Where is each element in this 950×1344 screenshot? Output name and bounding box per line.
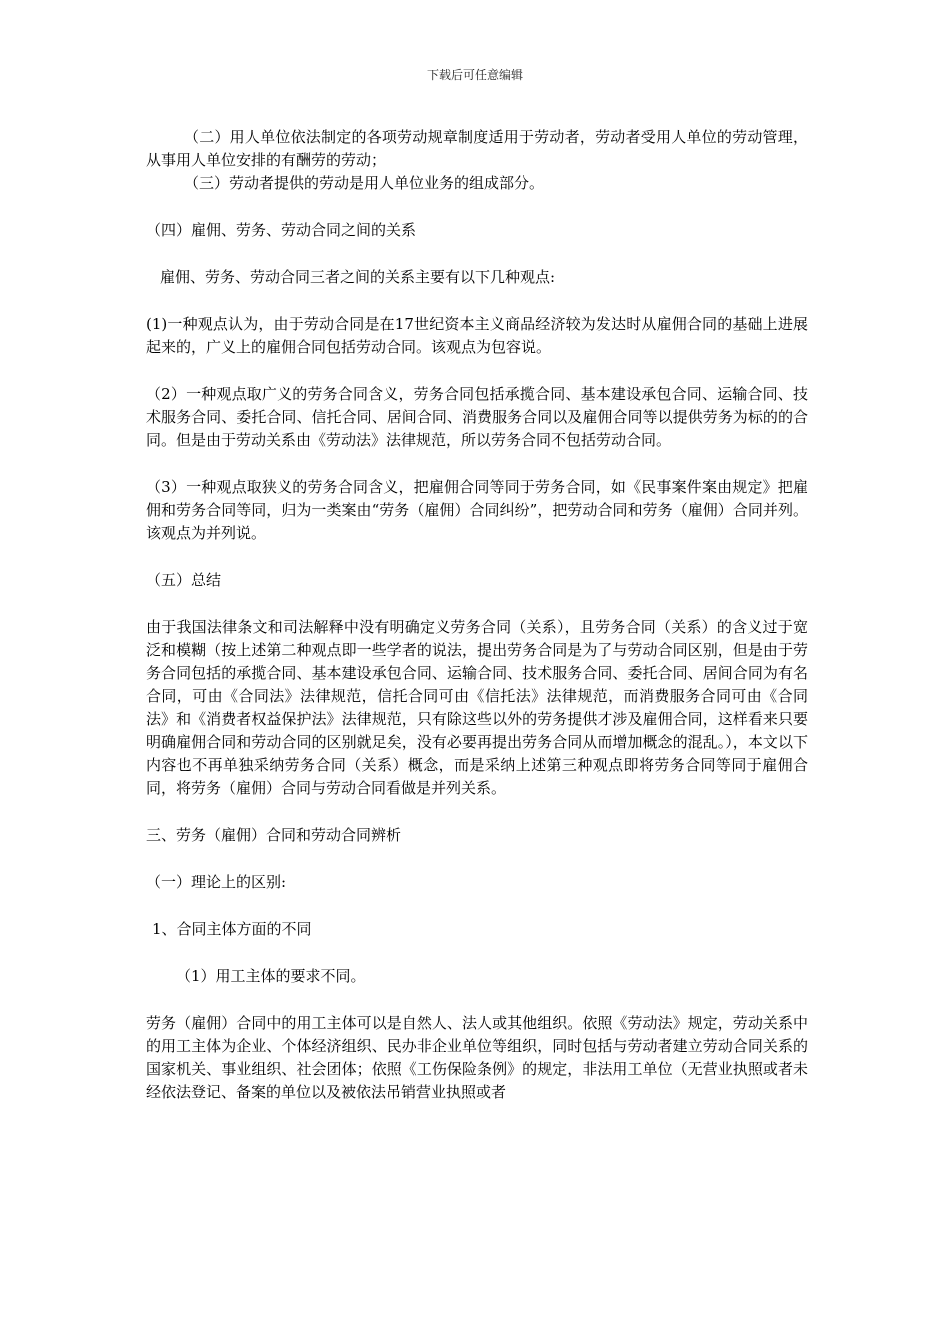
paragraph-employer-requirements: 劳务（雇佣）合同中的用工主体可以是自然人、法人或其他组织。依照《劳动法》规定，劳动关系中的用工主体为企业、个体经济组织、民办非企业单位等组织，同时包括与劳动者建立劳动合同关系的国家机关、事业组织、社会团体；依照《工伤保险条例》的规定，非法用工单位（无营业执照或者未经依法登记、备案的单位以及被依法吊销营业执照或者 bbox=[146, 1014, 808, 1101]
item-heading-employer: （1）用工主体的要求不同。 bbox=[176, 967, 366, 985]
paragraph-viewpoint-2: （2）一种观点取广义的劳务合同含义，劳务合同包括承揽合同、基本建设承包合同、运输合同、技术服务合同、委托合同、信托合同、居间合同、消费服务合同以及雇佣合同等以提供劳务为标的的合同。但是由于劳动关系由《劳动法》法律规范，所以劳务合同不包括劳动合同。 bbox=[146, 385, 808, 449]
paragraph-viewpoints-intro: 雇佣、劳务、劳动合同三者之间的关系主要有以下几种观点: bbox=[160, 268, 556, 286]
paragraph-viewpoint-3: （3）一种观点取狭义的劳务合同含义，把雇佣合同等同于劳务合同，如《民事案件案由规定》把雇佣和劳务合同等同，归为一类案由“劳务（雇佣）合同纠纷”，把劳动合同和劳务（雇佣）合同并列。该观点为并列说。 bbox=[146, 478, 808, 542]
section-heading-theory: （一）理论上的区别: bbox=[146, 873, 287, 891]
paragraph-viewpoint-1: (1)一种观点认为，由于劳动合同是在17世纪资本主义商品经济较为发达时从雇佣合同的基础上进展起来的，广义上的雇佣合同包括劳动合同。该观点为包容说。 bbox=[146, 315, 808, 356]
document-body bbox=[146, 126, 808, 1104]
paragraph-summary: 由于我国法律条文和司法解释中没有明确定义劳务合同（关系），且劳务合同（关系）的含义过于宽泛和模糊（按上述第二种观点即一些学者的说法，提出劳务合同是为了与劳动合同区别，但是由于劳务合同包括的承揽合同、基本建设承包合同、运输合同、技术服务合同、委托合同、居间合同为有名合同，可由《合同法》法律规范，信托合同可由《信托法》法律规范，而消费服务合同可由《合同法》和《消费者权益保护法》法律规范，只有除这些以外的劳务提供才涉及雇佣合同，这样看来只要明确雇佣合同和劳动合同的区别就足矣，没有必要再提出劳务合同从而增加概念的混乱。），本文以下内容也不再单独采纳劳务合同（关系）概念，而是采纳上述第三种观点即将劳务合同等同于雇佣合同，将劳务（雇佣）合同与劳动合同看做是并列关系。 bbox=[146, 618, 808, 797]
chapter-heading-analysis: 三、劳务（雇佣）合同和劳动合同辨析 bbox=[146, 826, 402, 844]
section-heading-summary: （五）总结 bbox=[146, 571, 222, 589]
page-header-note: 下载后可任意编辑 bbox=[426, 68, 523, 82]
paragraph-business-part: （三）劳动者提供的劳动是用人单位业务的组成部分。 bbox=[184, 174, 545, 192]
section-heading-relationship: （四）雇佣、劳务、劳动合同之间的关系 bbox=[146, 221, 417, 239]
subsection-heading-subject: 1、合同主体方面的不同 bbox=[152, 920, 312, 938]
paragraph-labor-rules: （二）用人单位依法制定的各项劳动规章制度适用于劳动者，劳动者受用人单位的劳动管理，从事用人单位安排的有酬劳的劳动； bbox=[146, 128, 808, 169]
